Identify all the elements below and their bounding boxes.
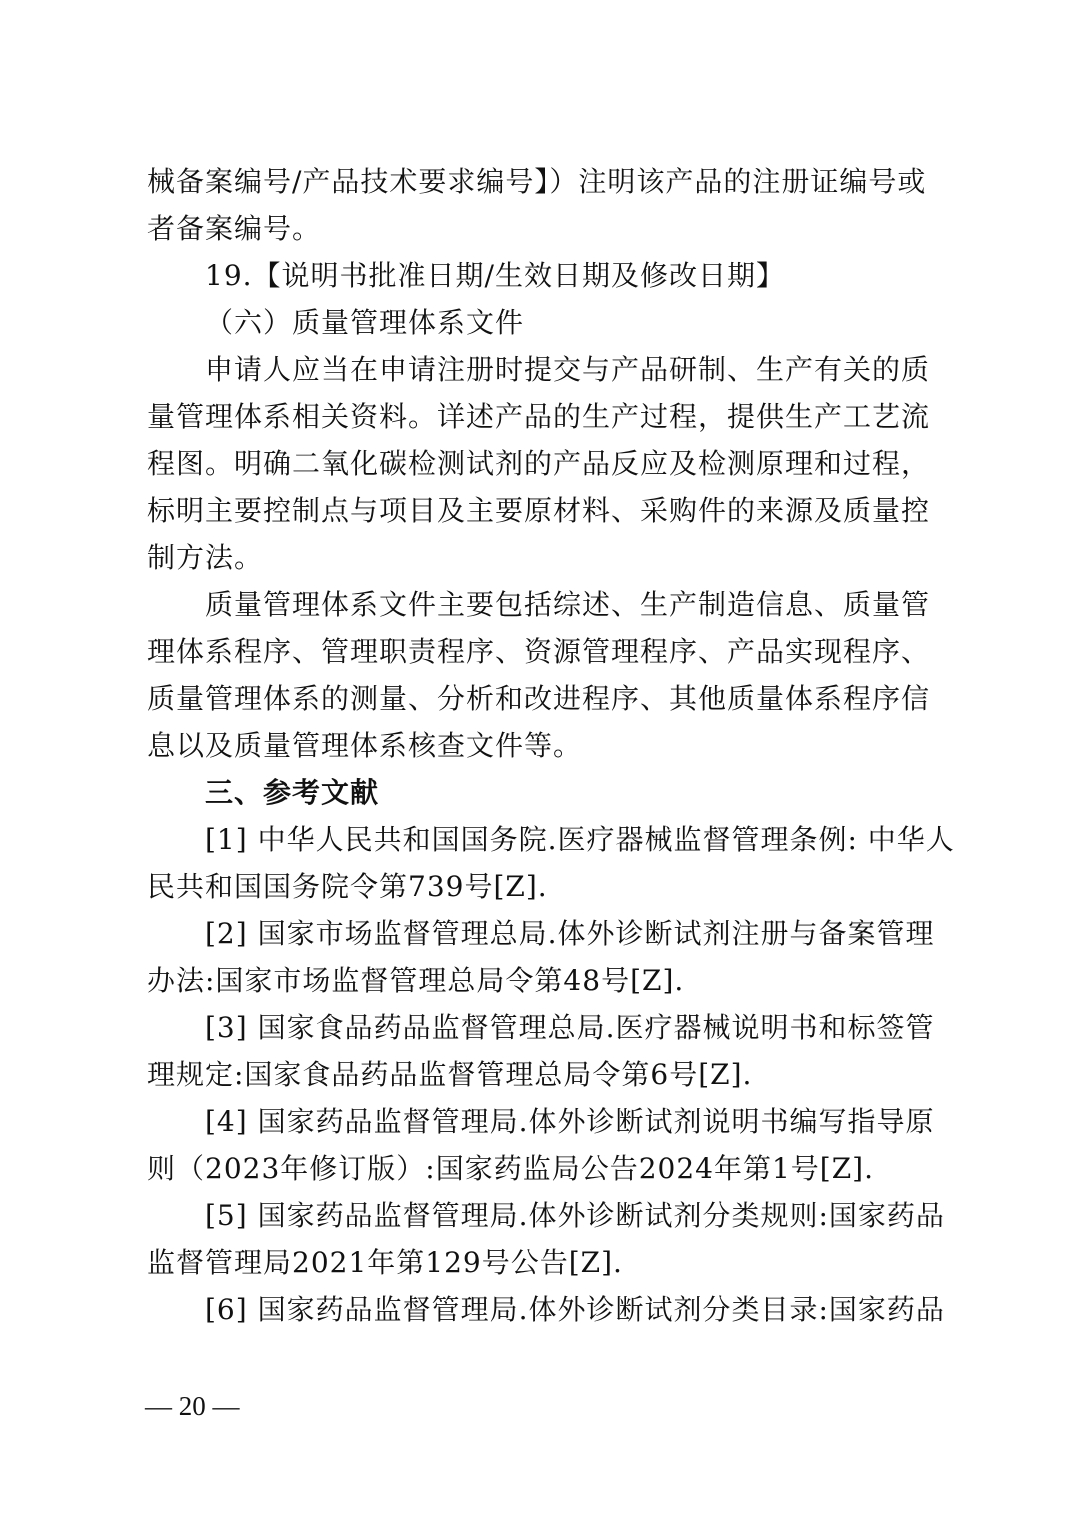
section-item: 19.【说明书批准日期/生效日期及修改日期】 [205,259,785,292]
reference-line: 办法:国家市场监督管理总局令第48号[Z]. [147,964,685,997]
reference-line: 民共和国国务院令第739号[Z]. [147,870,548,903]
reference-line: [5] 国家药品监督管理局.体外诊断试剂分类规则:国家药品 [205,1199,945,1232]
body-text-line: 程图。明确二氧化碳检测试剂的产品反应及检测原理和过程， [147,447,931,480]
body-text-line: 质量管理体系的测量、分析和改进程序、其他质量体系程序信 [147,682,931,715]
reference-line: [3] 国家食品药品监督管理总局.医疗器械说明书和标签管 [205,1011,935,1044]
body-text-line: 量管理体系相关资料。详述产品的生产过程，提供生产工艺流 [147,400,931,433]
reference-line: 理规定:国家食品药品监督管理总局令第6号[Z]. [147,1058,753,1091]
section-heading: （六）质量管理体系文件 [205,306,525,339]
page-number: — 20 — [145,1391,240,1421]
reference-line: 监督管理局2021年第129号公告[Z]. [147,1246,623,1279]
body-text-line: 申请人应当在申请注册时提交与产品研制、生产有关的质 [205,353,931,386]
reference-line: [2] 国家市场监督管理总局.体外诊断试剂注册与备案管理 [205,917,935,950]
reference-line: 则（2023年修订版）:国家药监局公告2024年第1号[Z]. [147,1152,874,1185]
body-text-line: 械备案编号/产品技术要求编号】）注明该产品的注册证编号或 [147,165,927,198]
body-text-line: 理体系程序、管理职责程序、资源管理程序、产品实现程序、 [147,635,931,668]
reference-line: [4] 国家药品监督管理局.体外诊断试剂说明书编写指导原 [205,1105,935,1138]
body-text-line: 制方法。 [147,541,264,574]
reference-line: [1] 中华人民共和国国务院.医疗器械监督管理条例: 中华人 [205,823,955,856]
reference-line: [6] 国家药品监督管理局.体外诊断试剂分类目录:国家药品 [205,1293,945,1326]
references-heading: 三、参考文献 [205,776,380,809]
body-text-line: 标明主要控制点与项目及主要原材料、采购件的来源及质量控 [147,494,931,527]
body-text-line: 质量管理体系文件主要包括综述、生产制造信息、质量管 [205,588,931,621]
body-text-line: 息以及质量管理体系核查文件等。 [147,729,583,762]
body-text-line: 者备案编号。 [147,212,322,245]
